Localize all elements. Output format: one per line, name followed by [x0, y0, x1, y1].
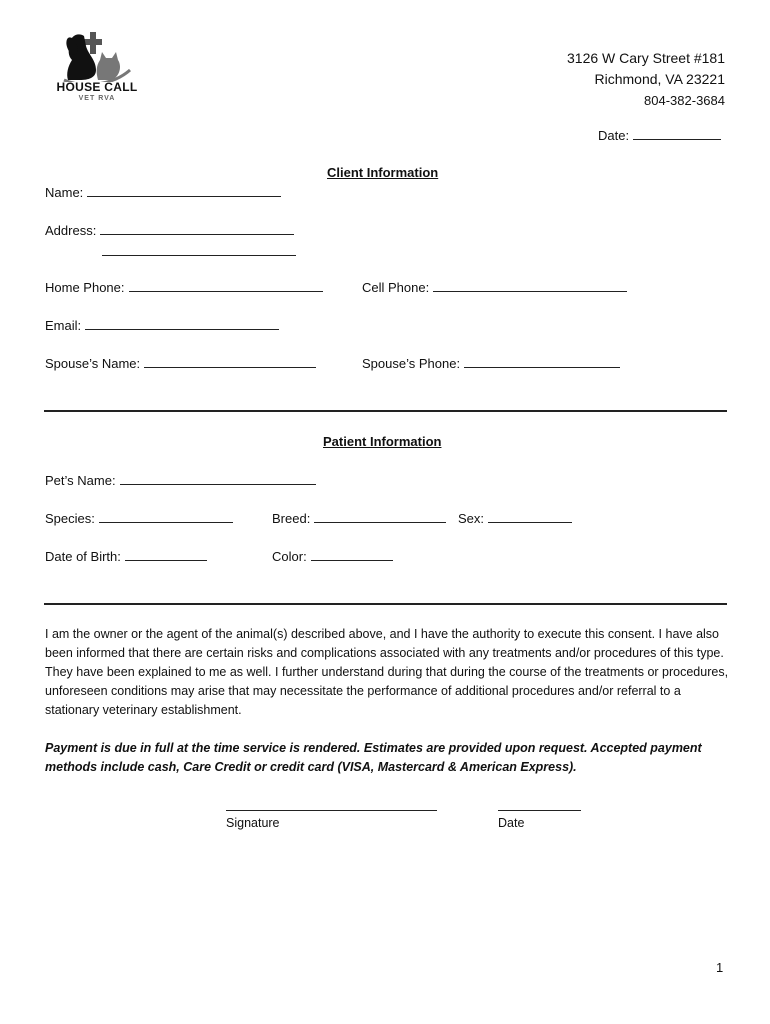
logo — [52, 30, 142, 110]
spouse-name-row — [45, 355, 316, 372]
patient-heading: Patient Information — [323, 434, 442, 449]
date-label: Date: — [598, 128, 630, 143]
address-street: 3126 W Cary Street #181 — [567, 50, 725, 66]
address-block — [567, 48, 725, 111]
spouse-phone-label: Spouse’s Phone: — [362, 356, 461, 371]
email-label: Email: — [45, 318, 82, 333]
home-phone-row — [45, 279, 323, 296]
signature-date-field[interactable] — [498, 810, 581, 811]
consent-paragraph: I am the owner or the agent of the animal(s) described above, and I have the authority to execute this consent. I have also been informed that there are certain risks and complications associated with any treatments and/or procedures of this type. They have been explained to me as well. I further understand during that during the course of the treatments or procedures, unforeseen conditions may arise that may necessitate the performance of additional procedures and/or referral to a stationary veterinary establishment. — [45, 627, 729, 717]
pet-name-row — [45, 472, 316, 489]
color-row — [272, 548, 393, 565]
cell-phone-field[interactable] — [433, 279, 627, 292]
dob-field[interactable] — [125, 548, 207, 561]
signature-field[interactable] — [226, 810, 437, 811]
sex-row — [458, 510, 572, 527]
home-phone-label: Home Phone: — [45, 280, 125, 295]
client-name-field[interactable] — [87, 184, 281, 197]
cell-phone-row — [362, 279, 627, 296]
sex-label: Sex: — [458, 511, 485, 526]
spouse-phone-row — [362, 355, 620, 372]
client-name-row — [45, 184, 281, 201]
client-address-field-2[interactable] — [102, 255, 296, 256]
logo-line1: HOUSE CALL — [56, 80, 138, 94]
sex-field[interactable] — [488, 510, 572, 523]
spouse-name-field[interactable] — [144, 355, 316, 368]
divider-2 — [44, 603, 727, 605]
color-field[interactable] — [311, 548, 393, 561]
breed-label: Breed: — [272, 511, 311, 526]
email-field[interactable] — [85, 317, 279, 330]
dog-cat-cross-logo-icon — [52, 30, 142, 82]
signature-label: Signature — [226, 816, 280, 830]
email-row — [45, 317, 279, 334]
client-address-field-1[interactable] — [100, 222, 294, 235]
client-name-label: Name: — [45, 185, 84, 200]
client-address-row — [45, 222, 294, 239]
home-phone-field[interactable] — [129, 279, 323, 292]
signature-date-label: Date — [498, 816, 525, 830]
logo-line2: VET RVA — [78, 95, 116, 102]
payment-paragraph: Payment is due in full at the time service is rendered. Estimates are provided upon request. Accepted payment methods include cash, Care Credit or credit card (VISA, Mastercard & American Express). — [45, 741, 702, 774]
cell-phone-label: Cell Phone: — [362, 280, 430, 295]
spouse-name-label: Spouse’s Name: — [45, 356, 141, 371]
color-label: Color: — [272, 549, 307, 564]
pet-name-label: Pet’s Name: — [45, 473, 116, 488]
page-number: 1 — [716, 960, 724, 975]
species-field[interactable] — [99, 510, 233, 523]
date-field[interactable] — [633, 127, 721, 140]
address-phone: 804-382-3684 — [644, 93, 725, 108]
dob-label: Date of Birth: — [45, 549, 121, 564]
species-row — [45, 510, 233, 527]
divider-1 — [44, 410, 727, 412]
address-city: Richmond, VA 23221 — [594, 71, 725, 87]
pet-name-field[interactable] — [120, 472, 316, 485]
date-row — [598, 127, 721, 144]
species-label: Species: — [45, 511, 95, 526]
dob-row — [45, 548, 207, 565]
breed-field[interactable] — [314, 510, 446, 523]
spouse-phone-field[interactable] — [464, 355, 620, 368]
client-heading: Client Information — [327, 165, 439, 180]
breed-row — [272, 510, 446, 527]
client-address-label: Address: — [45, 223, 97, 238]
